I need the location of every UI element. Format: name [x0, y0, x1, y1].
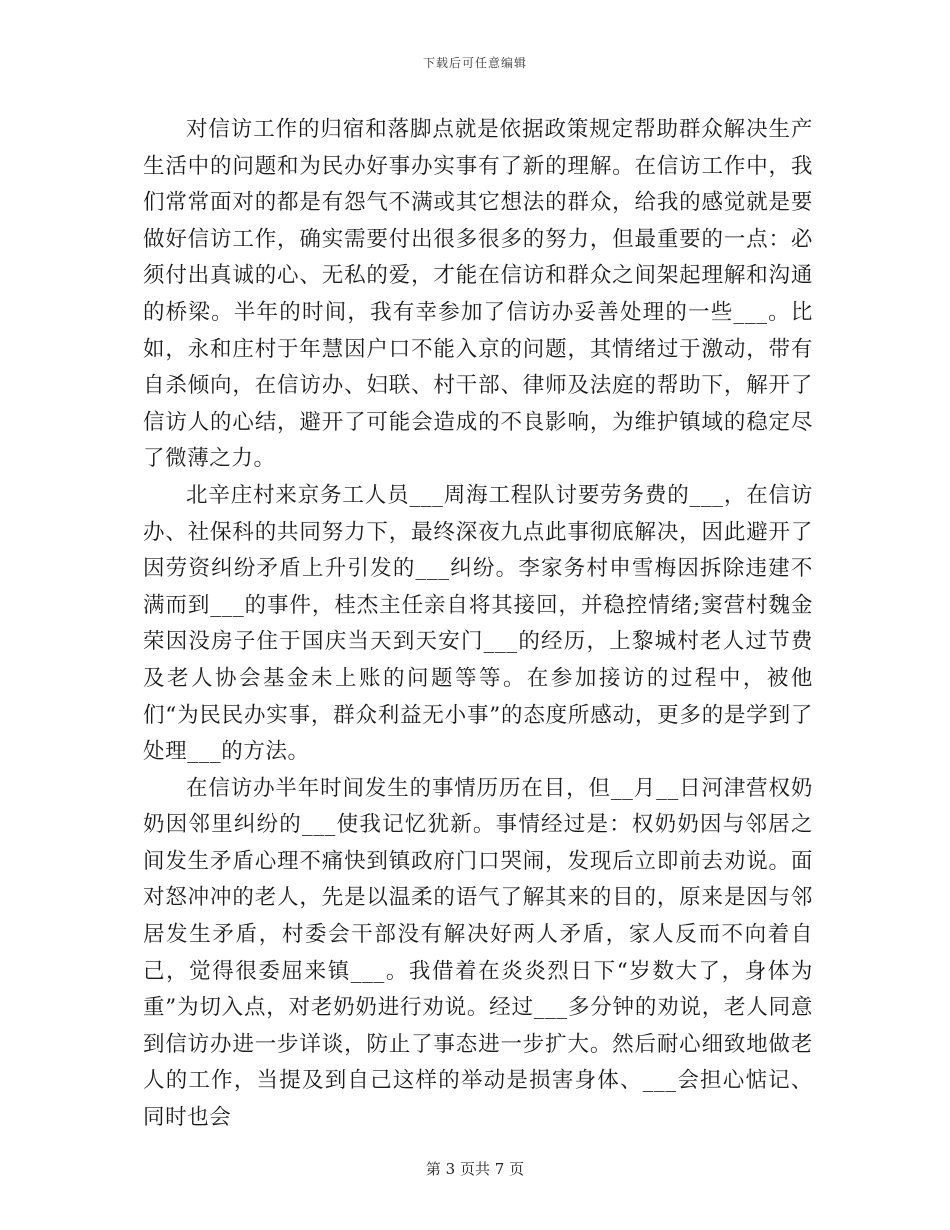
- page-header-note: 下载后可任意编辑: [422, 56, 527, 70]
- paragraph-2: 北辛庄村来京务工人员___周海工程队讨要劳务费的___，在信访办、社保科的共同努力下，最终深夜九点此事彻底解决，因此避开了因劳资纠纷矛盾上升引发的___纠纷。李家务村申雪梅因拆除违建不满而到___的事件，桂杰主任亲自将其接回，并稳控情绪;窦营村魏金荣因没房子住于国庆当天到天安门___的经历，上黎城村老人过节费及老人协会基金未上账的问题等等。在参加接访的过程中，被他们“为民民办实事，群众利益无小事”的态度所感动，更多的是学到了处理___的方法。: [143, 482, 813, 765]
- page-number: 第 3 页共 7 页: [425, 1160, 525, 1178]
- paragraph-1: 对信访工作的归宿和落脚点就是依据政策规定帮助群众解决生产生活中的问题和为民办好事办实事有了新的理解。在信访工作中，我们常常面对的都是有怨气不满或其它想法的群众，给我的感觉就是要做好信访工作，确实需要付出很多很多的努力，但最重要的一点：必须付出真诚的心、无私的爱，才能在信访和群众之间架起理解和沟通的桥梁。半年的时间，我有幸参加了信访办妥善处理的一些___。比如，永和庄村于年慧因户口不能入京的问题，其情绪过于激动，带有自杀倾向，在信访办、妇联、村干部、律师及法庭的帮助下，解开了信访人的心结，避开了可能会造成的不良影响，为维护镇域的稳定尽了微薄之力。: [143, 117, 813, 472]
- document-body: [143, 112, 813, 1137]
- paragraph-3: 在信访办半年时间发生的事情历历在目，但__月__日河津营权奶奶因邻里纠纷的___使我记忆犹新。事情经过是：权奶奶因与邻居之间发生矛盾心理不痛快到镇政府门口哭闹，发现后立即前去劝说。面对怒冲冲的老人，先是以温柔的语气了解其来的目的，原来是因与邻居发生矛盾，村委会干部没有解决好两人矛盾，家人反而不向着自己，觉得很委屈来镇___。我借着在炎炎烈日下“岁数大了，身体为重”为切入点，对老奶奶进行劝说。经过___多分钟的劝说，老人同意到信访办进一步详谈，防止了事态进一步扩大。然后耐心细致地做老人的工作，当提及到自己这样的举动是损害身体、___会担心惦记、同时也会: [143, 775, 813, 1131]
